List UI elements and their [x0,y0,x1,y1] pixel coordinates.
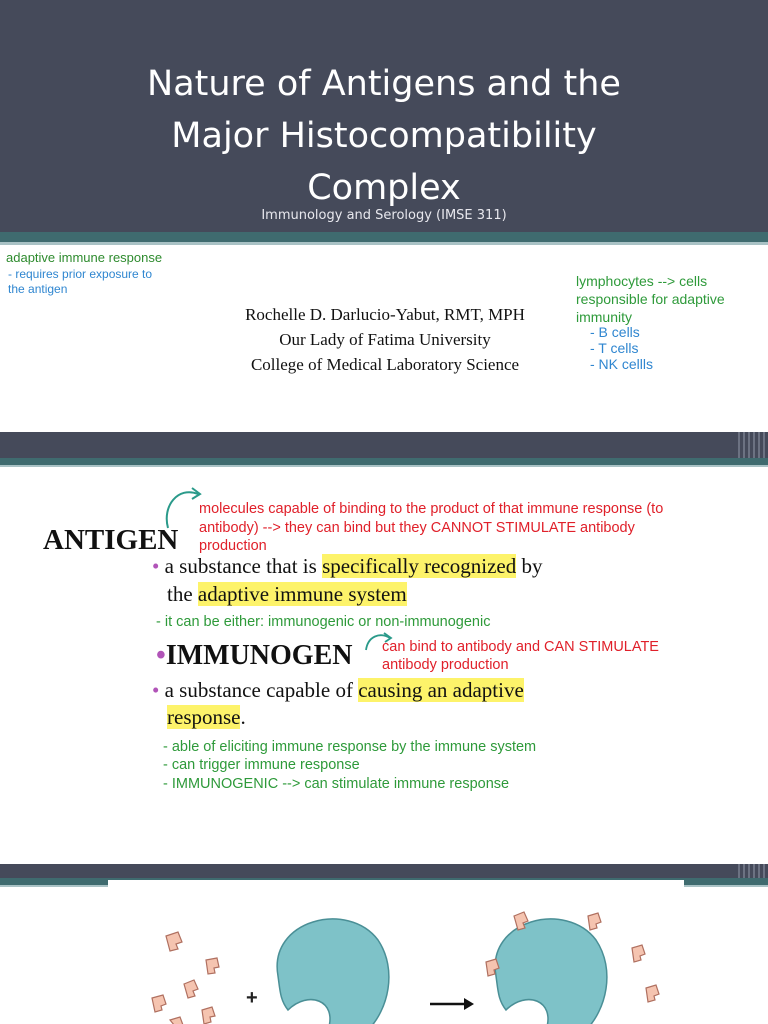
immunogen-definition-line2: response. [167,705,246,729]
green-note-3: - IMMUNOGENIC --> can stimulate immune response [163,776,510,792]
antigen-definition-line1: • a substance that is specifically recognized by [152,554,543,578]
author-college: College of Medical Laboratory Science [250,355,520,374]
highlight-adaptive-immune-system: adaptive immune system [197,582,407,606]
annotation-adaptive-line2: the antigen [8,282,68,296]
immunogen-note-line2: antibody production [382,657,509,673]
bullet-icon: • [152,678,160,702]
antigen-note-line3: production [199,538,267,554]
antigen-slide [0,432,768,832]
bullet-icon: • [152,554,160,578]
title-line-2: Major Histocompatibility [171,116,597,156]
green-note-2: - can trigger immune response [163,757,360,773]
bullet-icon: • [156,640,166,671]
header-stripe [0,458,768,465]
title-slide [0,0,768,400]
cell-icon [277,919,389,1024]
antigen-molecules [152,932,219,1024]
divider-stripe-light [0,242,768,245]
antigen-binding-illustration [108,880,684,1024]
author-name: Rochelle D. Darlucio-Yabut, RMT, MPH [245,305,525,324]
annotation-adaptive-line1: - requires prior exposure to [8,267,153,281]
annotation-lymphocytes: lymphocytes --> cells responsible for adaptive immunity [576,273,725,325]
cell-with-antigens-icon [495,919,607,1024]
antigen-note-line2: antibody) --> they can bind but they CANNOT STIMULATE antibody [199,520,635,536]
antigen-heading: ANTIGEN [43,524,179,556]
immunogen-definition-line1: • a substance capable of causing an adaptive [152,678,524,702]
annotation-b-cells: - B cells [590,324,640,340]
header-band [0,864,768,878]
antigen-note-line1: molecules capable of binding to the product of that immune response (to [199,501,664,517]
header-band [0,432,768,458]
annotation-nk-cells: - NK cellls [590,356,654,372]
arrow-head-icon [464,998,474,1010]
immunogen-heading: •IMMUNOGEN [156,640,353,671]
highlight-response: response [167,705,241,729]
highlight-causing-adaptive: causing an adaptive [358,678,524,702]
antigen-binding-figure [108,880,684,1024]
header-corner-pattern [738,432,768,458]
title-line-3: Complex [307,168,461,208]
header-stripe-light [0,465,768,467]
either-note: - it can be either: immunogenic or non-immunogenic [156,614,491,630]
author-school: Our Lady of Fatima University [279,330,491,349]
divider-stripe [0,232,768,242]
highlight-specifically-recognized: specifically recognized [322,554,517,578]
immunogen-figure-slide [0,864,768,1024]
course-subtitle: Immunology and Serology (IMSE 311) [261,208,507,223]
slide-title [0,58,768,214]
annotation-t-cells: - T cells [590,340,639,356]
antigen-definition-line2: the adaptive immune system [167,582,407,606]
green-note-1: - able of eliciting immune response by the immune system [163,739,537,755]
plus-sign: + [246,987,258,1009]
title-line-1: Nature of Antigens and the [147,64,621,104]
annotation-adaptive-heading: adaptive immune response [6,250,163,265]
immunogen-note-line1: can bind to antibody and CAN STIMULATE [382,639,659,655]
